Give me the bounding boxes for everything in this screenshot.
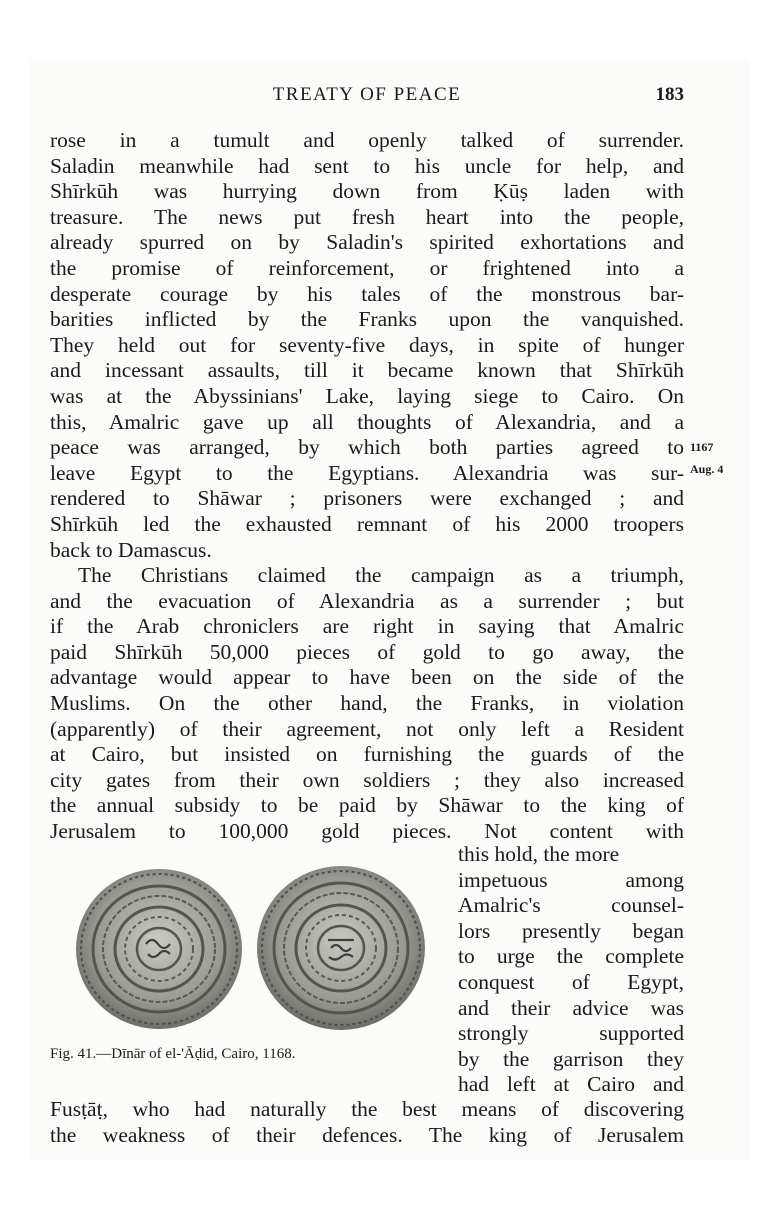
text-line: Muslims. On the other hand, the Franks, in violation	[50, 690, 684, 715]
coin-reverse-image	[255, 864, 427, 1032]
page-title: TREATY OF PEACE	[272, 84, 462, 105]
text-line: desperate courage by his tales of the monstrous bar-	[50, 281, 684, 306]
text-line: barities inflicted by the Franks upon the vanquished.	[50, 307, 684, 332]
text-line: Jerusalem to 100,000 gold pieces. Not content with	[50, 818, 684, 843]
side-column-text	[458, 842, 684, 1098]
text-line: by the garrison they	[458, 1046, 684, 1071]
text-line: already spurred on by Saladin's spirited exhortations and	[50, 230, 684, 255]
text-line: The Christians claimed the campaign as a triumph,	[78, 563, 684, 587]
text-line: and their advice was	[458, 995, 684, 1020]
text-line: the annual subsidy to be paid by Shāwar to the king of	[50, 793, 684, 818]
text-line: rendered to Shāwar ; prisoners were exchanged ; and	[50, 486, 684, 511]
text-line: strongly supported	[458, 1021, 684, 1046]
text-line: advantage would appear to have been on the side of the	[50, 665, 684, 690]
text-line: rose in a tumult and openly talked of surrender.	[50, 128, 684, 152]
text-line: this, Amalric gave up all thoughts of Alexandria, and a	[50, 409, 684, 434]
figure-caption: Fig. 41.—Dīnār of el-'Āḍid, Cairo, 1168.	[50, 1046, 296, 1062]
page-number: 183	[655, 84, 684, 105]
text-line: Shīrkūh was hurrying down from Ḳūṣ laden with	[50, 179, 684, 204]
text-line: paid Shīrkūh 50,000 pieces of gold to go away, the	[50, 639, 684, 664]
margin-note-year: 1167	[690, 440, 714, 454]
text-line: was at the Abyssinians' Lake, laying siege to Cairo. On	[50, 383, 684, 408]
text-line: Saladin meanwhile had sent to his uncle for help, and	[50, 153, 684, 178]
text-line: Amalric's counsel-	[458, 893, 684, 918]
text-line: lors presently began	[458, 918, 684, 943]
paragraph-2-continued	[50, 1097, 684, 1148]
paragraph-2	[50, 563, 684, 845]
text-line: Fusṭāṭ, who had naturally the best means of discovering	[50, 1097, 684, 1121]
text-line: city gates from their own soldiers ; they also increased	[50, 767, 684, 792]
text-line: to urge the complete	[458, 944, 684, 969]
text-line: had left at Cairo and	[458, 1072, 684, 1097]
text-line: impetuous among	[458, 867, 684, 892]
coin-obverse-image	[74, 866, 244, 1032]
text-line: if the Arab chroniclers are right in saying that Amalric	[50, 614, 684, 639]
paragraph-1	[50, 128, 684, 563]
text-line: and the evacuation of Alexandria as a surrender ; but	[50, 588, 684, 613]
text-line: leave Egypt to the Egyptians. Alexandria was sur-	[50, 460, 684, 485]
text-line: treasure. The news put fresh heart into the people,	[50, 204, 684, 229]
text-line: (apparently) of their agreement, not only left a Resident	[50, 716, 684, 741]
margin-note-date: Aug. 4	[690, 462, 724, 476]
text-line: conquest of Egypt,	[458, 969, 684, 994]
text-line: this hold, the more	[458, 842, 620, 866]
text-line: back to Damascus.	[50, 537, 212, 562]
text-line: the promise of reinforcement, or frightened into a	[50, 255, 684, 280]
text-line: and incessant assaults, till it became known that Shīrkūh	[50, 358, 684, 383]
running-header	[50, 80, 684, 112]
text-line: They held out for seventy-five days, in spite of hunger	[50, 332, 684, 357]
text-line: the weakness of their defences. The king of Jerusalem	[50, 1122, 684, 1147]
coin-figure	[50, 860, 445, 1070]
text-line: peace was arranged, by which both parties agreed to	[50, 435, 684, 460]
text-line: at Cairo, but insisted on furnishing the guards of the	[50, 742, 684, 767]
text-line: Shīrkūh led the exhausted remnant of his 2000 troopers	[50, 511, 684, 536]
